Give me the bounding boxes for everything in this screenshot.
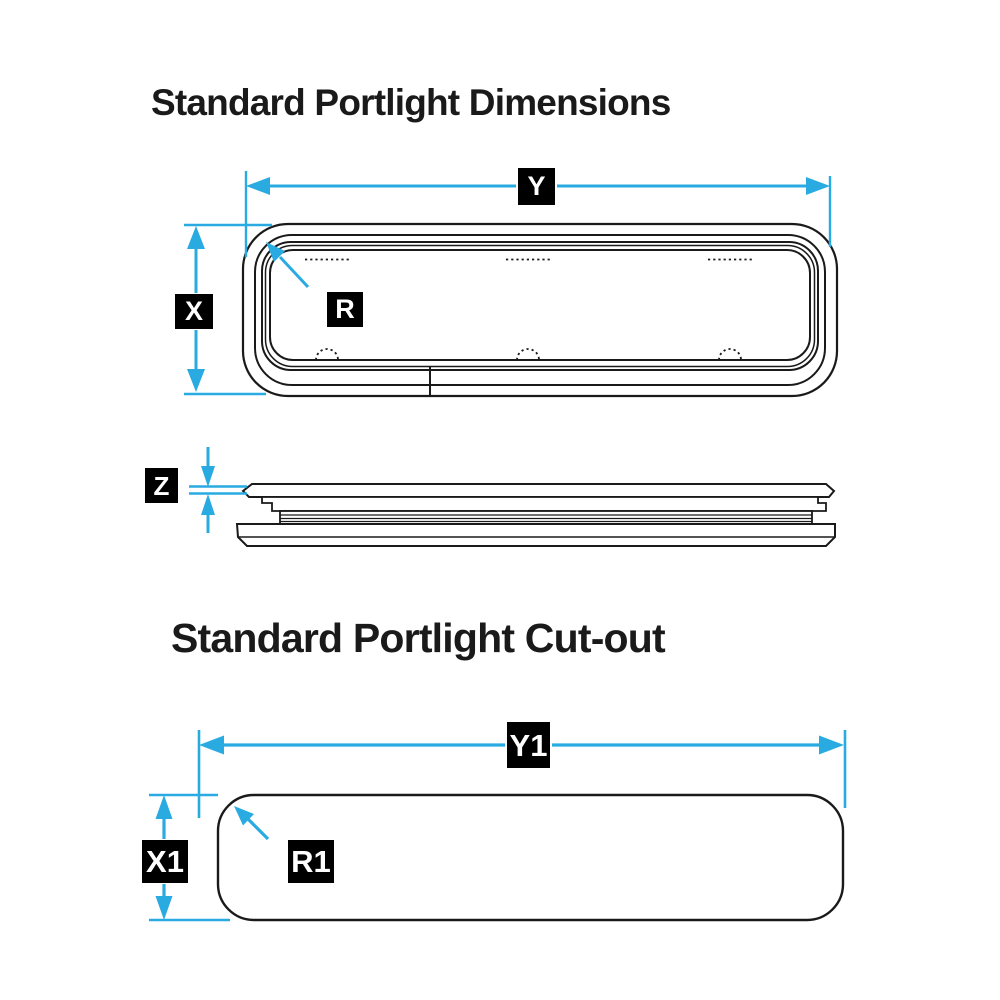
z-dimension-arrow: [189, 447, 247, 533]
dim-label-y: Y: [518, 168, 555, 205]
dim-label-y1: Y1: [507, 722, 550, 768]
portlight-side-profile: [237, 484, 835, 546]
dim-label-x1: X1: [142, 840, 188, 883]
dim-label-r: R: [327, 292, 363, 327]
dim-label-x: X: [175, 294, 213, 329]
section-title-cutout: Standard Portlight Cut-out: [171, 615, 665, 661]
dim-label-z: Z: [145, 468, 178, 503]
section-title-dimensions: Standard Portlight Dimensions: [151, 82, 671, 123]
dim-label-r1: R1: [288, 840, 334, 883]
r1-radius-arrow: [234, 806, 268, 839]
latch-dotted-bumps: [305, 349, 752, 360]
